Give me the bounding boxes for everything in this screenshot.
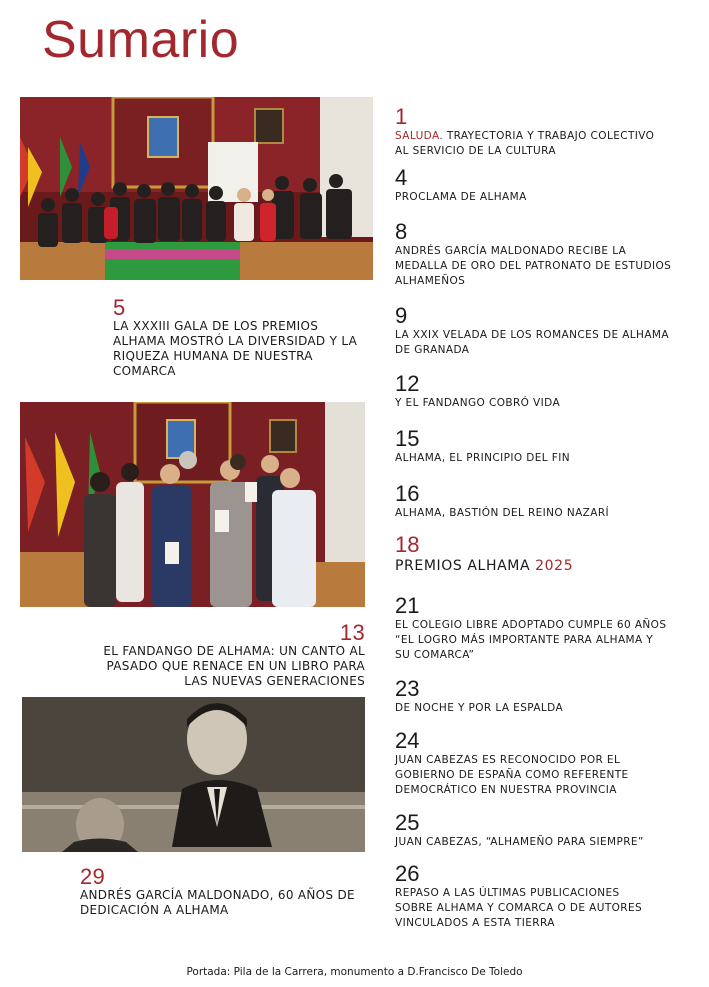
- toc-title: DE NOCHE Y POR LA ESPALDA: [395, 702, 564, 714]
- toc-item-colegio[interactable]: [395, 594, 700, 663]
- feature-title: LA XXXIII GALA DE LOS PREMIOS ALHAMA MOSTRÓ LA DIVERSIDAD Y LA RIQUEZA HUMANA DE NUESTRA COMARCA: [113, 319, 358, 378]
- fandango-group-photo: [20, 402, 365, 607]
- toc-item-saluda[interactable]: [395, 105, 700, 159]
- toc-number: 4: [395, 165, 408, 190]
- toc-item-bastion[interactable]: [395, 482, 700, 521]
- toc-number: 8: [395, 219, 408, 244]
- toc-number: 25: [395, 810, 420, 835]
- toc-number: 23: [395, 676, 420, 701]
- toc-title: SALUDA. TRAYECTORIA Y TRABAJO COLECTIVO AL SERVICIO DE LA CULTURA: [395, 130, 655, 157]
- toc-title: PROCLAMA DE ALHAMA: [395, 191, 527, 203]
- toc-number: 1: [395, 104, 408, 129]
- toc-highlight: 2025: [535, 558, 574, 574]
- toc-number: 21: [395, 593, 420, 618]
- vintage-portrait-photo: [22, 697, 365, 852]
- feature-number: 29: [80, 864, 106, 889]
- toc-title: JUAN CABEZAS ES RECONOCIDO POR EL GOBIERNO DE ESPAÑA COMO REFERENTE DEMOCRÁTICO EN NUESTRA PROVINCIA: [395, 754, 629, 796]
- toc-title: PREMIOS ALHAMA 2025: [395, 558, 574, 574]
- gala-group-photo: [20, 97, 373, 280]
- feature-fandango: [100, 622, 365, 689]
- feature-andres: [80, 866, 370, 918]
- toc-item-fandango[interactable]: [395, 372, 700, 411]
- toc-number: 16: [395, 481, 420, 506]
- toc-highlight: SALUDA.: [395, 130, 444, 142]
- feature-gala: [113, 297, 363, 379]
- toc-title: ANDRÉS GARCÍA MALDONADO RECIBE LA MEDALLA DE ORO DEL PATRONATO DE ESTUDIOS ALHAMEÑOS: [395, 245, 672, 287]
- toc-item-premios[interactable]: [395, 533, 700, 575]
- toc-title: Y EL FANDANGO COBRÓ VIDA: [395, 397, 561, 409]
- toc-item-noche[interactable]: [395, 677, 700, 716]
- toc-title: EL COLEGIO LIBRE ADOPTADO CUMPLE 60 AÑOS “EL LOGRO MÁS IMPORTANTE PARA ALHAMA Y SU COMARCA”: [395, 619, 667, 661]
- toc-item-medalla[interactable]: [395, 220, 700, 289]
- toc-number: 26: [395, 861, 420, 886]
- toc-title: ALHAMA, EL PRINCIPIO DEL FIN: [395, 452, 570, 464]
- toc-number: 15: [395, 426, 420, 451]
- toc-title: REPASO A LAS ÚLTIMAS PUBLICACIONES SOBRE ALHAMA Y COMARCA O DE AUTORES VINCULADOS A ESTA TIERRA: [395, 887, 643, 929]
- feature-title: ANDRÉS GARCÍA MALDONADO, 60 AÑOS DE DEDICACIÓN A ALHAMA: [80, 888, 355, 917]
- page-title: Sumario: [42, 11, 240, 69]
- toc-item-principio[interactable]: [395, 427, 700, 466]
- toc-item-proclama[interactable]: [395, 166, 700, 205]
- toc-item-publicaciones[interactable]: [395, 862, 700, 931]
- toc-number: 24: [395, 728, 420, 753]
- toc-title: JUAN CABEZAS, “ALHAMEÑO PARA SIEMPRE”: [395, 836, 644, 848]
- toc-item-juan-cabezas-alhameno[interactable]: [395, 811, 700, 850]
- feature-number: 13: [339, 620, 365, 645]
- toc-number: 18: [395, 532, 420, 557]
- toc-title: ALHAMA, BASTIÓN DEL REINO NAZARÍ: [395, 507, 610, 519]
- toc-item-juan-cabezas-reconocido[interactable]: [395, 729, 700, 798]
- cover-credit: Portada: Pila de la Carrera, monumento a D.Francisco De Toledo: [186, 966, 523, 978]
- toc-title: LA XXIX VELADA DE LOS ROMANCES DE ALHAMA DE GRANADA: [395, 329, 669, 356]
- feature-title: EL FANDANGO DE ALHAMA: UN CANTO AL PASADO QUE RENACE EN UN LIBRO PARA LAS NUEVAS GENERACIONES: [103, 644, 365, 688]
- toc-number: 9: [395, 303, 408, 328]
- feature-number: 5: [113, 295, 126, 320]
- toc-item-velada[interactable]: [395, 304, 700, 358]
- toc-number: 12: [395, 371, 420, 396]
